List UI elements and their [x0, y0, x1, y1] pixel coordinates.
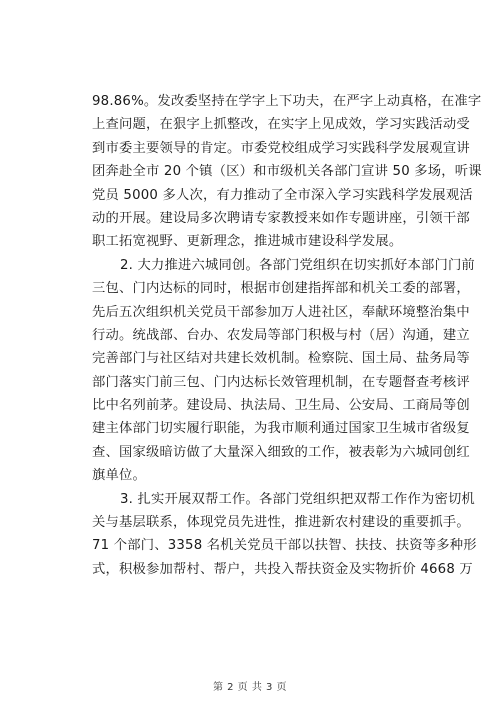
text-line: 动的开展。建设局多次聘请专家教授来如作专题讲座，引领干部 — [92, 210, 470, 226]
text-line: 到市委主要领导的肯定。市委党校组成学习实践科学发展观宣讲 — [92, 140, 470, 156]
text-line: 关与基层联系，体现党员先进性，推进新农村建设的重要抓手。 — [92, 515, 470, 531]
text-line: 职工拓宽视野、更新理念，推进城市建设科学发展。 — [92, 234, 403, 250]
document-body — [92, 90, 482, 581]
text-line: 查、国家级暗访做了大量深入细致的工作，被表彰为六城同创红 — [92, 444, 470, 460]
text-line: 98.86%。发改委坚持在学字上下功夫，在严字上动真格，在准字 — [92, 94, 482, 109]
text-line: 党员 5000 多人次，有力推动了全市深入学习实践科学发展观活 — [92, 187, 473, 203]
paragraph-start-line: 2. 大力推进六城同创。各部门党组织在切实抓好本部门门前 — [120, 257, 475, 273]
text-line: 建主体部门切实履行职能，为我市顺利通过国家卫生城市省级复 — [92, 421, 470, 437]
text-line: 先后五次组织机关党员干部参加万人进社区，奉献环境整治集中 — [92, 304, 470, 320]
text-line: 三包、门内达标的同时，根据市创建指挥部和机关工委的部署， — [92, 281, 470, 297]
text-line: 完善部门与社区结对共建长效机制。检察院、国土局、盐务局等 — [92, 351, 470, 367]
text-line: 部门落实门前三包、门内达标长效管理机制，在专题督查考核评 — [92, 374, 470, 390]
text-line: 旗单位。 — [92, 468, 146, 484]
page-footer: 第 2 页 共 3 页 — [212, 682, 288, 693]
text-line: 比中名列前茅。建设局、执法局、卫生局、公安局、工商局等创 — [92, 398, 470, 414]
text-line: 行动。统战部、台办、农发局等部门积极与村（居）沟通，建立 — [92, 327, 470, 343]
text-line: 71 个部门、3358 名机关党员干部以扶智、扶技、扶资等多种形 — [92, 538, 477, 554]
paragraph-start-line: 3. 扎实开展双帮工作。各部门党组织把双帮工作作为密切机 — [120, 491, 475, 507]
text-line: 上查问题，在狠字上抓整改，在实字上见成效，学习实践活动受 — [92, 117, 470, 133]
text-line: 式，积极参加帮村、帮户，共投入帮扶资金及实物折价 4668 万 — [92, 561, 473, 577]
text-line: 团奔赴全市 20 个镇（区）和市级机关各部门宣讲 50 多场，听课 — [92, 164, 482, 180]
